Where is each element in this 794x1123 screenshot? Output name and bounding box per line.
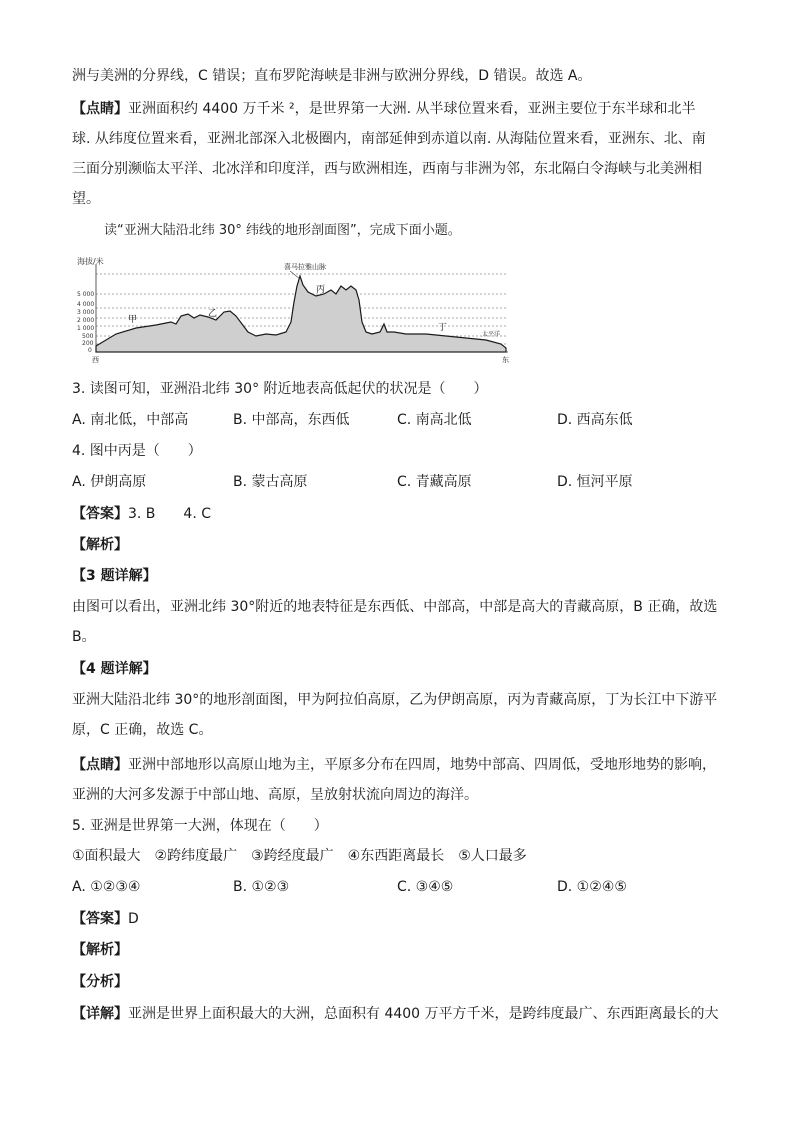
question-5-stem: 5. 亚洲是世界第一大洲，体现在（ ） [72, 818, 328, 834]
q5-option-d[interactable]: D. ①②④⑤ [557, 879, 627, 895]
text-line: 原，C 正确，故选 C。 [72, 722, 213, 738]
question-4-stem: 4. 图中丙是（ ） [72, 443, 202, 459]
q3-option-a[interactable]: A. 南北低，中部高 [72, 412, 189, 428]
text-line: 洲与美洲的分界线，C 错误；直布罗陀海峡是非洲与欧洲分界线，D 错误。故选 A。 [72, 68, 592, 84]
xiangjie-line [72, 1004, 719, 1024]
text-line: 望。 [72, 191, 100, 207]
detail-3-heading: 【3 题详解】 [72, 568, 157, 584]
direction-east: 东 [502, 356, 509, 364]
dianjing-line [72, 755, 716, 775]
y-tick: 2 000 [77, 317, 95, 324]
analysis-heading: 【解析】 [72, 942, 128, 958]
q5-option-b[interactable]: B. ①②③ [233, 879, 290, 895]
label-jia: 甲 [128, 315, 138, 325]
figure-intro: 读“亚洲大陆沿北纬 30° 纬线的地形剖面图”，完成下面小题。 [104, 223, 461, 238]
label-yi: 乙 [208, 309, 218, 319]
text-line: B。 [72, 629, 96, 645]
question-3-stem: 3. 读图可知，亚洲沿北纬 30° 附近地表高低起伏的状况是（ ） [72, 381, 488, 397]
y-tick: 200 [82, 340, 94, 347]
y-axis-title: 海拔/米 [77, 257, 104, 266]
answer-text: 3. B 4. C [128, 506, 211, 522]
fenxi-heading: 【分析】 [72, 974, 128, 990]
terrain-fill [96, 276, 506, 352]
text-line: 亚洲的大河多发源于中部山地、高原，呈放射状流向周边的海洋。 [72, 787, 478, 803]
y-tick: 4 000 [77, 301, 95, 308]
text-line: 由图可以看出，亚洲北纬 30°附近的地表特征是东西低、中部高，中部是高大的青藏高原，B 正确，故选 [72, 599, 718, 615]
terrain-profile-figure [76, 252, 520, 364]
answer-3-4 [72, 504, 211, 524]
label-ding: 丁 [438, 323, 448, 333]
label-sea: 太平洋 [482, 331, 501, 338]
answer-text: D [128, 911, 139, 927]
label-bing: 丙 [316, 285, 326, 295]
q4-option-c[interactable]: C. 青藏高原 [397, 474, 472, 490]
y-tick: 3 000 [77, 309, 95, 316]
y-tick: 0 [88, 347, 92, 354]
xiangjie-tag: 【详解】 [72, 1006, 128, 1022]
q3-option-c[interactable]: C. 南高北低 [397, 412, 472, 428]
q3-option-b[interactable]: B. 中部高，东西低 [233, 412, 350, 428]
text-line: 三面分别濒临太平洋、北冰洋和印度洋，西与欧洲相连，西南与非洲为邻，东北隔白令海峡与北美洲相 [72, 161, 702, 177]
dianjing-line [72, 99, 696, 119]
y-tick: 500 [82, 333, 94, 340]
q4-option-d[interactable]: D. 恒河平原 [557, 474, 633, 490]
q4-option-a[interactable]: A. 伊朗高原 [72, 474, 147, 490]
answer-tag: 【答案】 [72, 911, 128, 927]
dianjing-text: 亚洲面积约 4400 万千米 ²，是世界第一大洲. 从半球位置来看，亚洲主要位于东半球和北半 [128, 101, 696, 117]
dianjing-tag: 【点睛】 [72, 757, 128, 773]
xiangjie-text: 亚洲是世界上面积最大的大洲，总面积有 4400 万平方千米，是跨纬度最广、东西距离最长的大 [128, 1006, 719, 1022]
y-tick: 1 000 [77, 325, 95, 332]
q5-option-a[interactable]: A. ①②③④ [72, 879, 141, 895]
direction-west: 西 [92, 356, 99, 364]
q4-option-b[interactable]: B. 蒙古高原 [233, 474, 308, 490]
dianjing-text: 亚洲中部地形以高原山地为主，平原多分布在四周，地势中部高、四周低，受地形地势的影响， [128, 757, 716, 773]
question-5-items: ①面积最大 ②跨纬度最广 ③跨经度最广 ④东西距离最长 ⑤人口最多 [72, 848, 527, 864]
analysis-heading: 【解析】 [72, 537, 128, 553]
dianjing-tag: 【点睛】 [72, 101, 128, 117]
peak-label: 喜马拉雅山脉 [284, 263, 326, 271]
y-tick: 5 000 [77, 291, 95, 298]
answer-5 [72, 909, 139, 929]
detail-4-heading: 【4 题详解】 [72, 661, 157, 677]
q5-option-c[interactable]: C. ③④⑤ [397, 879, 454, 895]
text-line: 球. 从纬度位置来看，亚洲北部深入北极圈内，南部延伸到赤道以南. 从海陆位置来看，亚洲东、北、南 [72, 131, 706, 147]
q3-option-d[interactable]: D. 西高东低 [557, 412, 633, 428]
answer-tag: 【答案】 [72, 506, 128, 522]
text-line: 亚洲大陆沿北纬 30°的地形剖面图，甲为阿拉伯高原，乙为伊朗高原，丙为青藏高原，丁为长江中下游平 [72, 692, 718, 708]
